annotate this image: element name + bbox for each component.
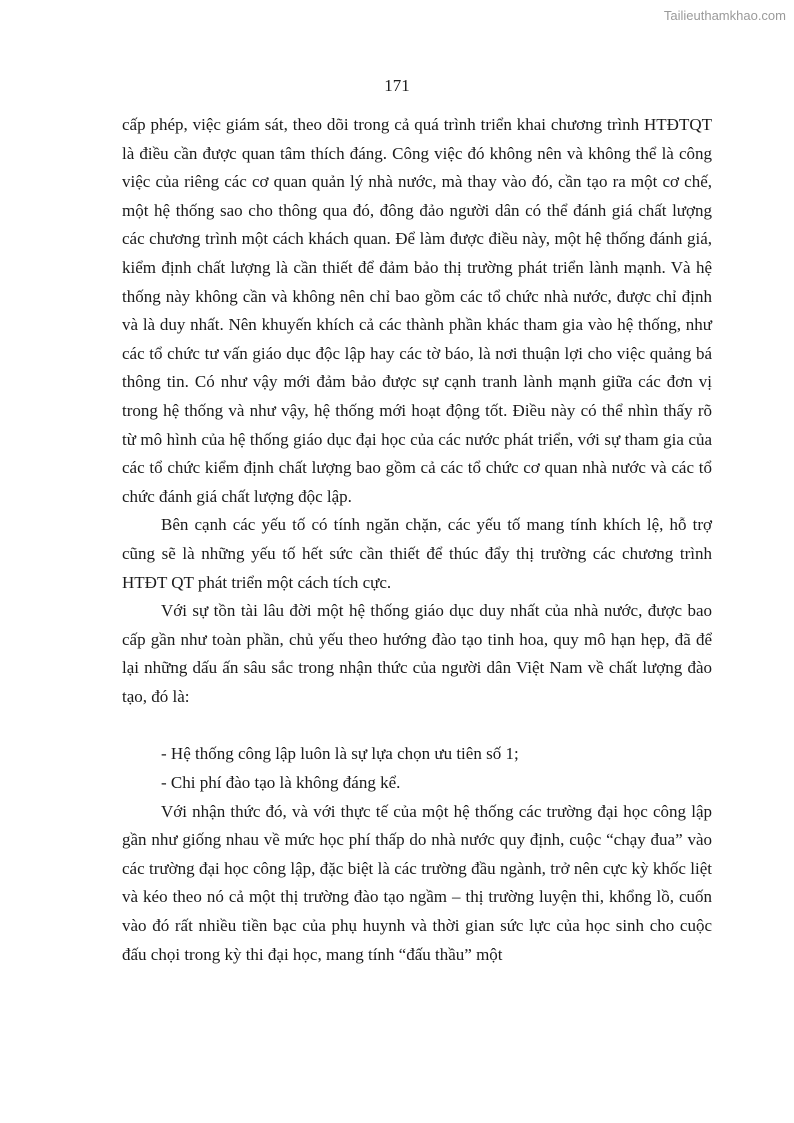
document-body [122, 111, 712, 969]
page-number: 171 [384, 76, 410, 95]
paragraph-4: Với nhận thức đó, và với thực tế của một hệ thống các trường đại học công lập gần như giống nhau về mức học phí thấp do nhà nước quy định, cuộc “chạy đua” vào các trường đại học công lập, đặc biệt là các trường đầu ngành, trở nên cực kỳ khốc liệt và kéo theo nó cả một thị trường đào tạo ngầm – thị trường luyện thi, khổng lồ, cuốn vào đó rất nhiều tiền bạc của phụ huynh và thời gian sức lực của học sinh cho cuộc đấu chọi trong kỳ thi đại học, mang tính “đấu thầu” một [122, 801, 712, 964]
paragraph-spacer [122, 711, 712, 740]
paragraph-1: cấp phép, việc giám sát, theo dõi trong cả quá trình triển khai chương trình HTĐTQT là điều cần được quan tâm thích đáng. Công việc đó không nên và không thể là công việc của riêng các cơ quan quản lý nhà nước, mà thay vào đó, cần tạo ra một cơ chế, một hệ thống sao cho thông qua đó, đông đảo người dân có thể đánh giá chất lượng các chương trình một cách khách quan. Để làm được điều này, một hệ thống đánh giá, kiểm định chất lượng là cần thiết để đảm bảo thị trường phát triển lành mạnh. Và hệ thống này không cần và không nên chỉ bao gồm các tổ chức nhà nước, được chỉ định và là duy nhất. Nên khuyến khích cả các thành phần khác tham gia vào hệ thống, như các tổ chức tư vấn giáo dục độc lập hay các tờ báo, là nơi thuận lợi cho việc quảng bá thông tin. Có như vậy mới đảm bảo được sự cạnh tranh lành mạnh giữa các đơn vị trong hệ thống và như vậy, hệ thống mới hoạt động tốt. Điều này có thể nhìn thấy rõ từ mô hình của hệ thống giáo dục đại học của các nước phát triển, với sự tham gia của các tổ chức kiểm định chất lượng bao gồm cả các tổ chức cơ quan nhà nước và các tổ chức đánh giá chất lượng độc lập. [122, 115, 712, 506]
paragraph-3: Với sự tồn tài lâu đời một hệ thống giáo dục duy nhất của nhà nước, được bao cấp gần như toàn phần, chủ yếu theo hướng đào tạo tinh hoa, quy mô hạn hẹp, đã để lại những dấu ấn sâu sắc trong nhận thức của người dân Việt Nam về chất lượng đào tạo, đó là: [122, 601, 712, 706]
watermark: Tailieuthamkhao.com [663, 8, 786, 23]
paragraph-2: Bên cạnh các yếu tố có tính ngăn chặn, các yếu tố mang tính khích lệ, hỗ trợ cũng sẽ là những yếu tố hết sức cần thiết để thúc đẩy thị trường các chương trình HTĐT QT phát triển một cách tích cực. [122, 515, 712, 592]
bullet-item-1: - Hệ thống công lập luôn là sự lựa chọn ưu tiên số 1; [161, 744, 519, 764]
bullet-item-2: - Chi phí đào tạo là không đáng kể. [161, 773, 401, 793]
